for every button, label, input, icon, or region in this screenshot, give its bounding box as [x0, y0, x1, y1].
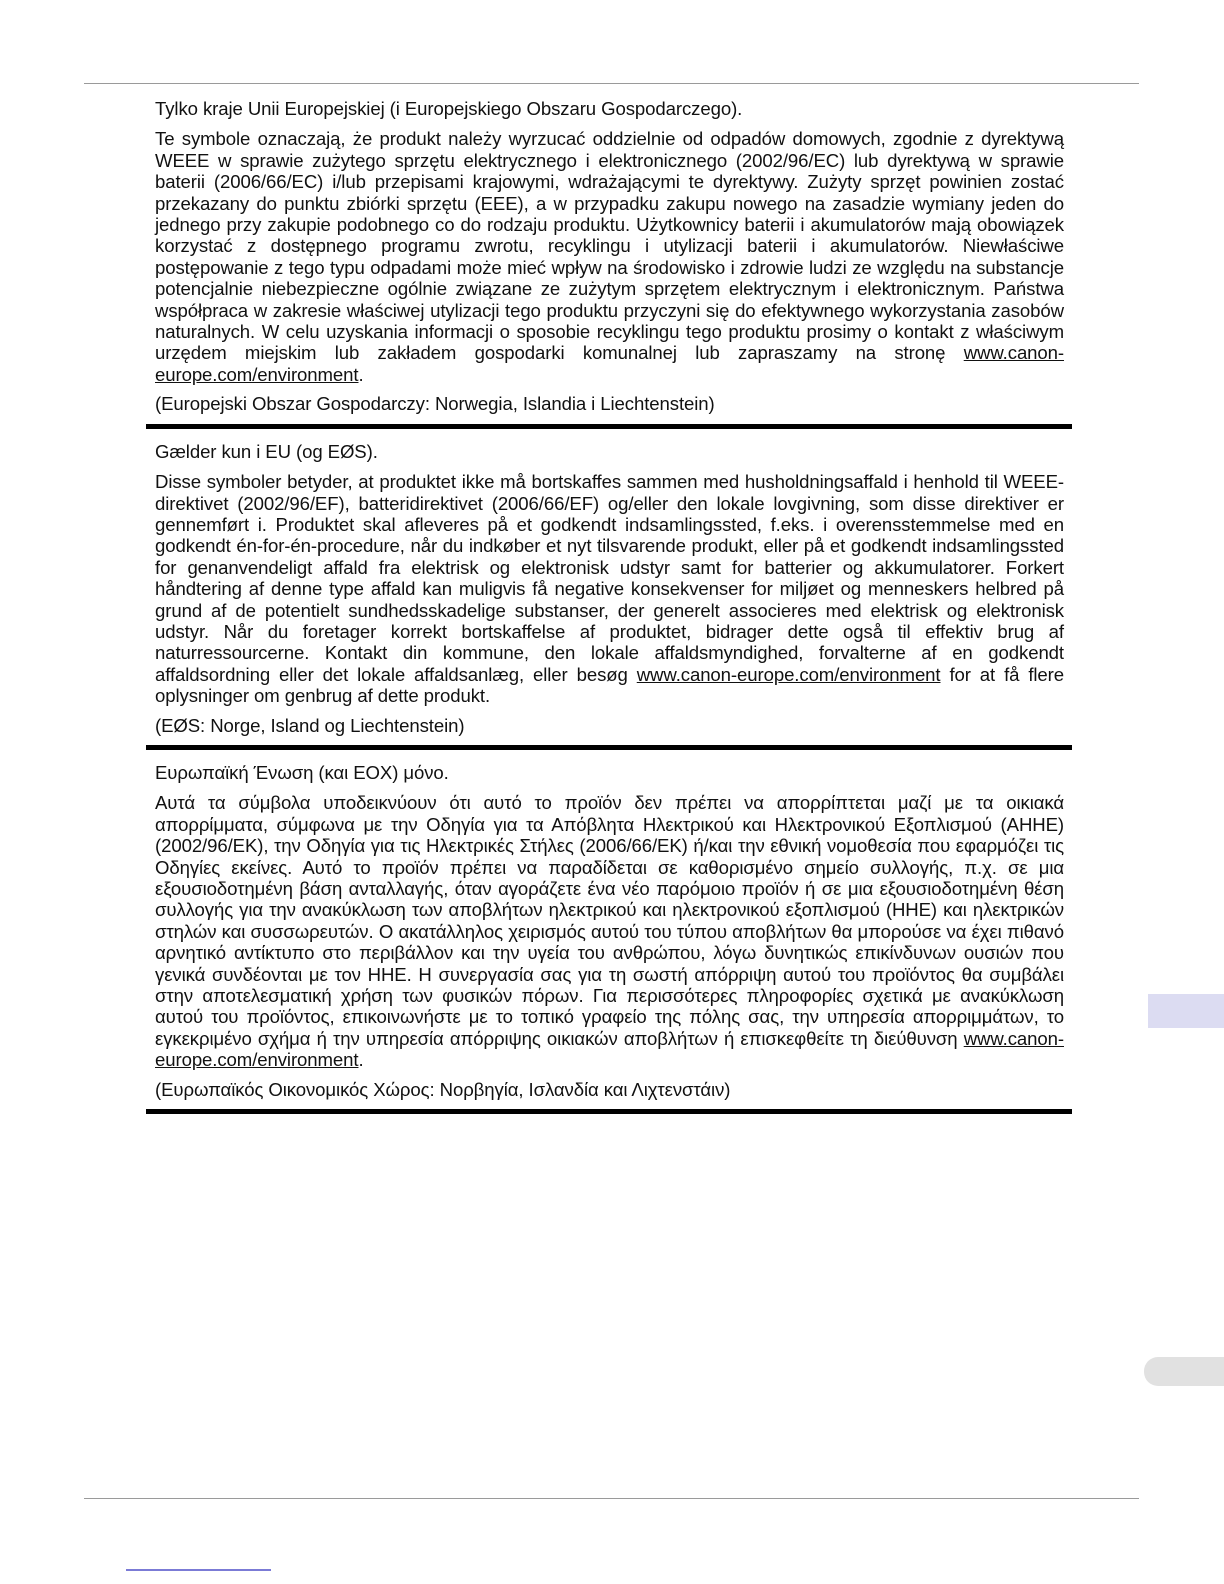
section-divider — [146, 424, 1072, 429]
environment-link[interactable]: www.canon-europe.com/environment — [636, 663, 941, 685]
body-text: Te symbole oznaczają, że produkt należy wyrzucać oddzielnie od odpadów domowych, zgodnie z dyrektywą WEEE w sprawie zużytego sprzętu elektrycznego i elektronicznego (2002/96/EC) lub dyrektywą w sprawie baterii (2006/66/EC) i/lub przepisami krajowymi, wdrażającymi te dyrektywy. Zużyty sprzęt powinien zostać przekazany do punktu zbiórki sprzętu (EEE), a w przypadku zakupu nowego na zasadzie wymiany jeden do jednego przy zakupie podobnego co do rodzaju produktu. Użytkownicy baterii i akumulatorów mają obowiązek korzystać z dostępnego programu zwrotu, recyklingu i utylizacji baterii i akumulatorów. Niewłaściwe postępowanie z tego typu odpadami może mieć wpływ na środowisko i zdrowie ludzi ze względu na substancje potencjalnie niebezpieczne ogólnie związane ze zużytym sprzętem elektrycznym i elektronicznym. Państwa współpraca w zakresie właściwej utylizacji tego produktu przyczyni się do efektywnego wykorzystania zasobów naturalnych. W celu uzyskania informacji o sposobie recyklingu tego produktu prosimy o kontakt z właściwym urzędem miejskim lub zakładem gospodarki komunalnej lub zapraszamy na stronę — [155, 128, 1064, 364]
section-polish — [146, 98, 1072, 429]
weee-notice — [146, 98, 1072, 1126]
section-body — [155, 471, 1064, 706]
section-divider — [146, 1109, 1072, 1114]
eea-note: (Ευρωπαϊκός Οικονομικός Χώρος: Νορβηγία, Ισλανδία και Λιχτενστάιν) — [155, 1078, 731, 1100]
body-text: Disse symboler betyder, at produktet ikke må bortskaffes sammen med husholdningsaffald i henhold til WEEE-direktivet (2002/96/EF), batteridirektivet (2006/66/EF) og/eller den lokale lovgivning, som disse direktiver er gennemført i. Produktet skal afleveres på et godkendt indsamlingssted, f.eks. i overensstemmelse med en godkendt én-for-én-procedure, når du indkøber et nyt tilsvarende produkt, eller på et godkendt indsamlingssted for genanvendeligt affald fra elektrisk og elektronisk udstyr samt for batterier og akkumulatorer. Forkert håndtering af denne type affald kan muligvis få negative konsekvenser for miljøet og menneskers helbred på grund af de potentielt sundhedsskadelige substanser, der generelt associeres med elektrisk og elektronisk udstyr. Når du foretager korrekt bortskaffelse af produktet, bidrager dette også til effektiv brug af naturressourcerne. Kontakt din kommune, den lokale affaldsmyndighed, forvalterne af en godkendt affaldsordning eller det lokale affaldsanlæg, eller besøg — [155, 471, 1064, 685]
footer-link-underline — [126, 1569, 271, 1571]
section-body — [155, 792, 1064, 1070]
bottom-rule — [84, 1498, 1139, 1499]
section-body — [155, 128, 1064, 385]
index-side-tab[interactable] — [1144, 1357, 1224, 1386]
body-text-end: . — [358, 363, 364, 385]
eea-note: (EØS: Norge, Island og Liechtenstein) — [155, 714, 465, 736]
section-danish — [146, 441, 1072, 750]
top-rule — [84, 83, 1139, 84]
body-text-end: for at få flere oplysninger om genbrug af dette produkt. — [155, 663, 1064, 707]
environment-link[interactable]: www.canon-europe.com/environment — [155, 342, 1064, 385]
section-heading: Tylko kraje Unii Europejskiej (i Europejskiego Obszaru Gospodarczego). — [155, 98, 743, 119]
section-heading: Gælder kun i EU (og EØS). — [155, 440, 378, 462]
section-heading: Ευρωπαϊκή Ένωση (και ΕΟΧ) μόνο. — [155, 761, 449, 783]
body-text: Αυτά τα σύμβολα υποδεικνύουν ότι αυτό το προϊόν δεν πρέπει να απορρίπτεται μαζί με τα οικιακά απορρίμματα, σύμφωνα με την Οδηγία για τα Απόβλητα Ηλεκτρικού και Ηλεκτρονικού Εξοπλισμού (ΑΗΗΕ) (2002/96/ΕΚ), την Οδηγία για τις Ηλεκτρικές Στήλες (2006/66/ΕΚ) ή/και την εθνική νομοθεσία που εφαρμόζει τις Οδηγίες εκείνες. Αυτό το προϊόν πρέπει να παραδίδεται σε καθορισμένο σημείο συλλογής, π.χ. σε μια εξουσιοδοτημένη βάση ανταλλαγής, όταν αγοράζετε ένα νέο παρόμοιο προϊόν ή σε μια εξουσιοδοτημένη θέση συλλογής για την ανακύκλωση των αποβλήτων ηλεκτρικού και ηλεκτρονικού εξοπλισμού (ΗΗΕ) και ηλεκτρικών στηλών και συσσωρευτών. Ο ακατάλληλος χειρισμός αυτού του τύπου αποβλήτων θα μπορούσε να έχει πιθανό αρνητικό αντίκτυπο στο περιβάλλον και την υγεία του ανθρώπου, λόγω δυνητικώς επικίνδυνων ουσιών που γενικά συνδέονται με τον ΗΗΕ. Η συνεργασία σας για τη σωστή απόρριψη αυτού του προϊόντος θα συμβάλει στην αποτελεσματική χρήση των φυσικών πόρων. Για περισσότερες πληροφορίες σχετικά με ανακύκλωση αυτού του προϊόντος, επικοινωνήστε με το τοπικό γραφείο της πόλης σας, την υπηρεσία απορριμμάτων, το εγκεκριμένο σχήμα ή την υπηρεσία απόρριψης οικιακών αποβλήτων ή επισκεφθείτε τη διεύθυνση — [155, 792, 1064, 1049]
eea-note: (Europejski Obszar Gospodarczy: Norwegia, Islandia i Liechtenstein) — [155, 393, 715, 415]
section-divider — [146, 745, 1072, 750]
section-greek — [146, 762, 1072, 1114]
chapter-side-tab[interactable] — [1148, 994, 1224, 1028]
environment-link[interactable]: www.canon-europe.com/environment — [155, 1027, 1064, 1071]
body-text-end: . — [358, 1049, 364, 1071]
